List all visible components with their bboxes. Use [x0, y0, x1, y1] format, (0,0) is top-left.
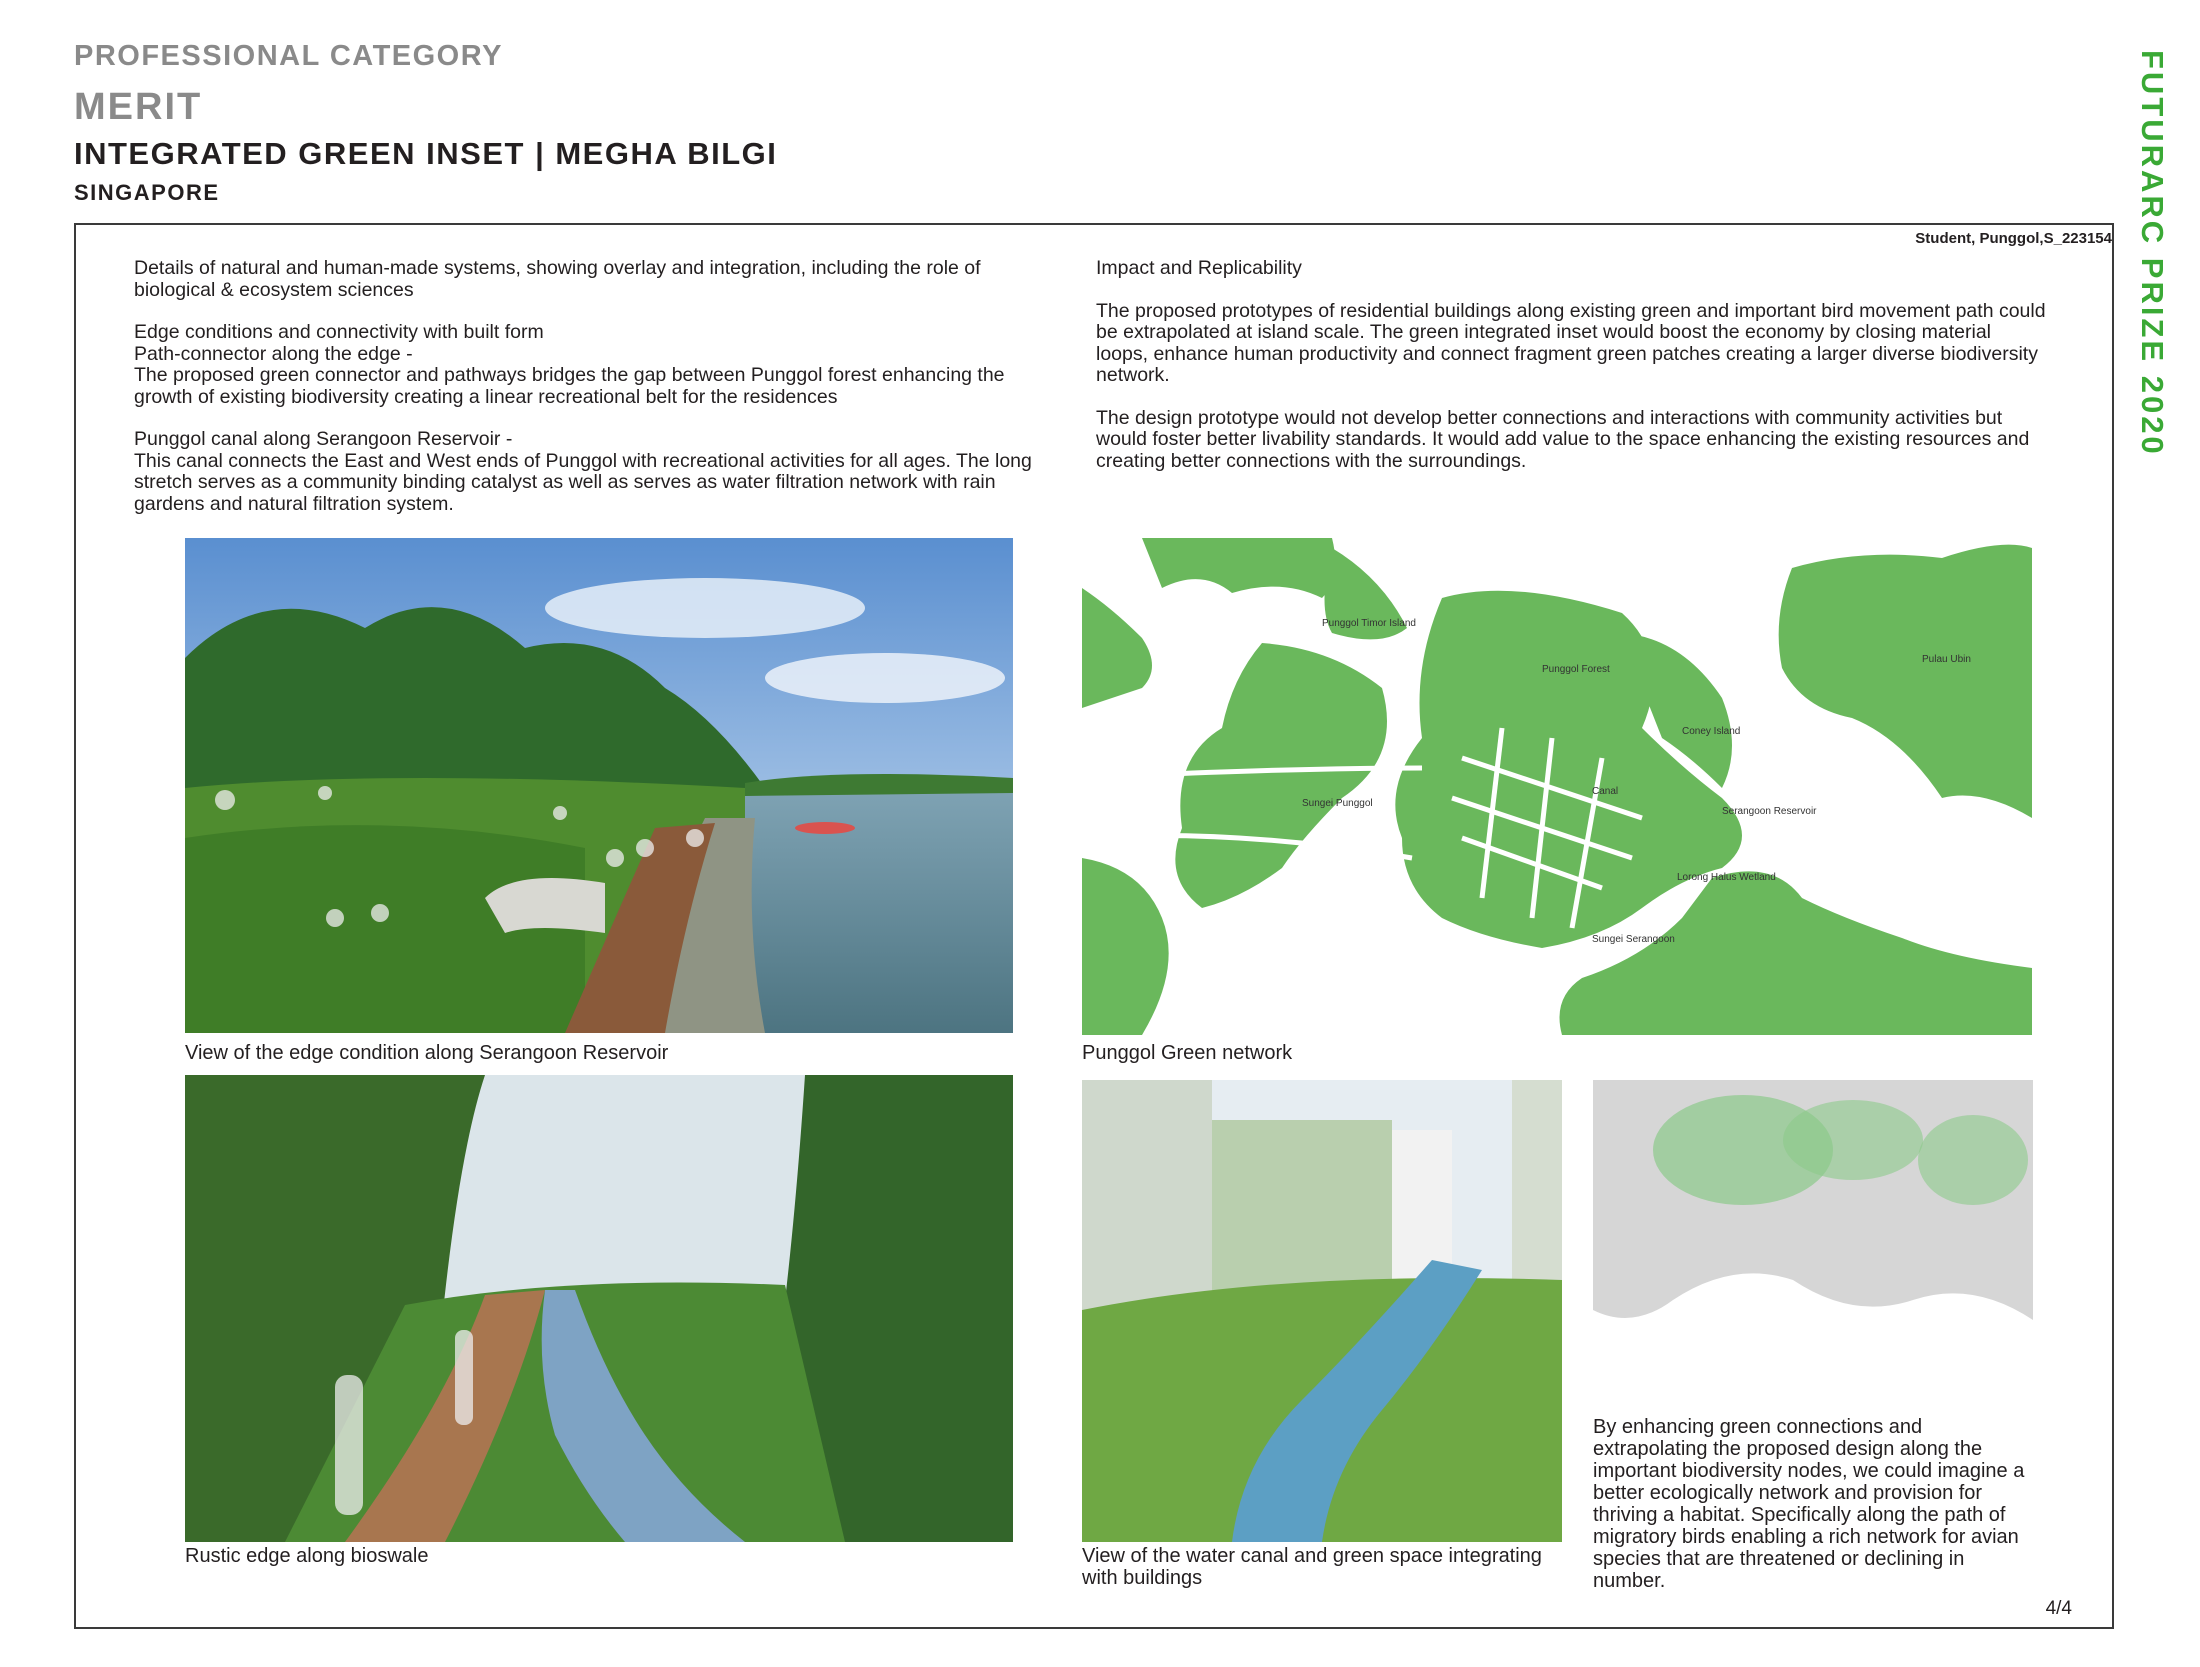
biodiversity-map-illustration	[1593, 1080, 2033, 1385]
project-title: INTEGRATED GREEN INSET | MEGHA BILGI	[74, 136, 778, 171]
left-paragraph-1: Details of natural and human-made systems, showing overlay and integration, including the role of biological & ecosystem sciences	[134, 257, 981, 301]
map-label-serangoon-reservoir: Serangoon Reservoir	[1722, 806, 1817, 817]
prize-text: FUTURARC PRIZE 2020	[2135, 50, 2170, 457]
canal-buildings-illustration	[1082, 1080, 1562, 1542]
path-text: The proposed green connector and pathways bridges the gap between Punggol forest enhancing the growth of existing biodiversity creating a linear recreational belt for the residences	[134, 364, 1005, 408]
map-label-sungei-serangoon: Sungei Serangoon	[1592, 934, 1675, 945]
caption-map: Punggol Green network	[1082, 1042, 1293, 1064]
left-text-column	[134, 258, 1054, 536]
path-heading: Path-connector along the edge -	[134, 342, 413, 365]
canal-heading: Punggol canal along Serangoon Reservoir -	[134, 428, 513, 450]
map-label-timor: Punggol Timor Island	[1322, 618, 1416, 629]
award-label: MERIT	[74, 86, 203, 128]
student-id: Student, Punggol,S_223154	[1915, 230, 2112, 247]
impact-heading: Impact and Replicability	[1096, 257, 1302, 279]
map-label-canal: Canal	[1592, 786, 1619, 797]
left-paragraph-3	[134, 429, 1054, 515]
biodiversity-text: By enhancing green connections and extrapolating the proposed design along the important biodiversity nodes, we could imagine a better ecologically network and provision for thriving a habitat. Specifically along the path of migratory birds enabling a rich network for avian species that are threatened or declining in number.	[1593, 1416, 2025, 1592]
map-label-sungei-punggol: Sungei Punggol	[1302, 798, 1373, 809]
map-label-ubin: Pulau Ubin	[1922, 654, 1971, 665]
impact-paragraph-1: The proposed prototypes of residential buildings along existing green and important bird movement path could be extrapolated at island scale. The green integrated inset would boost the economy by closing material loops, enhance human productivity and connect fragment green patches creating a larger diverse biodiversity network.	[1096, 299, 2046, 386]
prize-vertical-title	[2128, 50, 2172, 490]
caption-reservoir: View of the edge condition along Serangoon Reservoir	[185, 1042, 669, 1064]
caption-bioswale: Rustic edge along bioswale	[185, 1545, 429, 1567]
caption-canal: View of the water canal and green space integrating with buildings	[1082, 1545, 1542, 1589]
right-text-column	[1096, 258, 2046, 493]
edge-heading: Edge conditions and connectivity with built form	[134, 321, 544, 343]
biodiversity-map-image	[1593, 1080, 2033, 1385]
map-label-lorong: Lorong Halus Wetland	[1677, 872, 1776, 883]
page-number: 4/4	[2045, 1598, 2072, 1619]
reservoir-edge-image	[185, 538, 1013, 1033]
green-network-map	[1082, 538, 2032, 1035]
bioswale-image	[185, 1075, 1013, 1542]
reservoir-edge-illustration	[185, 538, 1013, 1033]
map-label-coney: Coney Island	[1682, 726, 1741, 737]
map-illustration	[1082, 538, 2032, 1035]
left-paragraph-2	[134, 322, 1054, 408]
impact-paragraph-2: The design prototype would not develop better connections and interactions with community activities but would foster better livability standards. It would add value to the space enhancing the existing resources and creating better connections with the surroundings.	[1096, 406, 2030, 472]
canal-text: This canal connects the East and West ends of Punggol with recreational activities for all ages. The long stretch serves as a community binding catalyst as well as serves as water filtration network with rain gardens and natural filtration system.	[134, 449, 1032, 515]
category-label: PROFESSIONAL CATEGORY	[74, 40, 503, 72]
country-label: SINGAPORE	[74, 180, 220, 205]
map-label-forest: Punggol Forest	[1542, 664, 1610, 675]
bioswale-illustration	[185, 1075, 1013, 1542]
canal-buildings-image	[1082, 1080, 1562, 1542]
